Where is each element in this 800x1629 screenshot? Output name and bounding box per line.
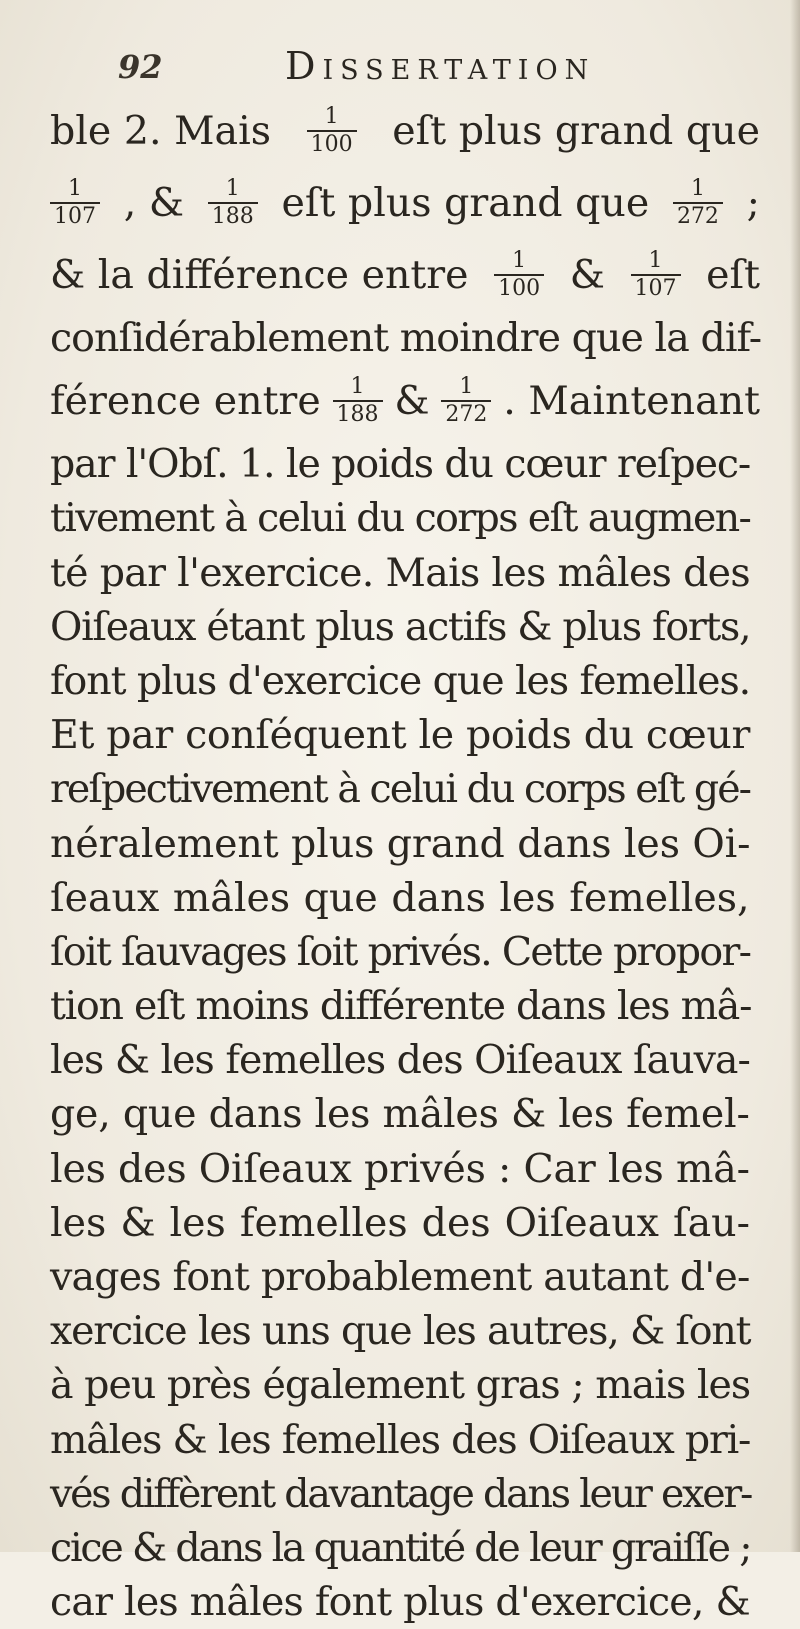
text-line xyxy=(50,239,760,311)
fraction xyxy=(208,178,258,228)
fraction xyxy=(441,376,491,426)
text-line: tivement à celui du corps eſt augmen- xyxy=(50,495,751,542)
fraction xyxy=(50,178,100,228)
text-line: té par l'exercice. Mais les mâles des xyxy=(50,549,750,596)
text-line: reſpectivement à celui du corps eſt gé- xyxy=(50,766,751,813)
fraction-denominator: 100 xyxy=(498,276,541,301)
text-line: tion eſt moins différente dans les mâ- xyxy=(50,983,752,1030)
text-segment: ble 2. Mais xyxy=(50,107,271,154)
fraction xyxy=(333,376,383,426)
text-segment: ; xyxy=(746,179,760,226)
text-segment: & xyxy=(394,378,430,425)
text-segment: , & xyxy=(123,179,185,226)
text-segment: . Maintenant xyxy=(503,378,760,425)
text-line xyxy=(50,311,760,365)
text-line: ſeaux mâles que dans les femelles, xyxy=(50,874,750,921)
text-line: cice & dans la quantité de leur graiſſe ; xyxy=(50,1524,751,1571)
fraction-numerator: 1 xyxy=(225,176,240,201)
text-line: Et par conſéquent le poids du cœur xyxy=(50,712,751,759)
text-line: à peu près également gras ; mais les xyxy=(50,1362,751,1409)
fraction xyxy=(307,106,357,156)
text-line: car les mâles font plus d'exercice, & xyxy=(50,1579,750,1626)
text-line: xercice les uns que les autres, & ſont xyxy=(50,1308,751,1355)
fraction-numerator: 1 xyxy=(68,176,82,201)
running-title: Dissertation xyxy=(285,44,596,88)
fraction-denominator: 107 xyxy=(54,204,96,229)
text-segment: & la différence entre xyxy=(50,251,469,298)
fraction-numerator: 1 xyxy=(648,248,663,273)
text-line xyxy=(50,365,760,437)
text-line: par l'Obſ. 1. le poids du cœur reſpec- xyxy=(50,441,751,488)
page-spine-shadow xyxy=(790,0,800,1552)
fraction xyxy=(631,250,681,300)
fraction-numerator: 1 xyxy=(324,104,339,129)
fraction-denominator: 272 xyxy=(445,402,488,428)
text-line xyxy=(50,95,760,167)
text-segment: eſt plus grand que xyxy=(392,107,760,154)
fraction xyxy=(673,178,723,228)
text-line: ſoit ſauvages ſoit privés. Cette propor- xyxy=(50,928,751,975)
text-segment: eſt xyxy=(706,251,760,298)
text-line: les & les femelles des Oiſeaux ſau- xyxy=(50,1199,750,1246)
text-segment: & xyxy=(569,251,605,298)
text-line: néralement plus grand dans les Oi- xyxy=(50,820,751,867)
page-header xyxy=(70,40,750,100)
text-line: vages font probablement autant d'e- xyxy=(50,1254,750,1300)
page-number: 92 xyxy=(118,48,163,86)
fraction-denominator: 188 xyxy=(336,402,379,428)
text-line: vés diffèrent davantage dans leur exer- xyxy=(50,1470,752,1517)
text-line: les & les femelles des Oiſeaux ſauva- xyxy=(50,1037,750,1084)
text-line: ge, que dans les mâles & les femel- xyxy=(50,1091,750,1138)
fraction-denominator: 100 xyxy=(310,132,353,157)
fraction-denominator: 188 xyxy=(211,204,254,229)
text-line: Oiſeaux étant plus actifs & plus forts, xyxy=(50,603,751,650)
text-line: font plus d'exercice que les femelles. xyxy=(50,657,751,704)
fraction-numerator: 1 xyxy=(690,176,705,201)
text-segment: férence entre xyxy=(50,378,321,425)
text-line: mâles & les femelles des Oiſeaux pri- xyxy=(50,1416,751,1463)
fraction-numerator: 1 xyxy=(350,374,365,400)
fraction-denominator: 272 xyxy=(676,204,719,229)
fraction-numerator: 1 xyxy=(512,248,527,273)
text-segment: conſidérablement moindre que la dif- xyxy=(50,315,762,361)
fraction xyxy=(494,250,544,300)
fraction-numerator: 1 xyxy=(459,374,474,400)
text-line: les des Oiſeaux privés : Car les mâ- xyxy=(50,1145,750,1192)
text-line xyxy=(50,167,760,239)
body-text xyxy=(50,95,762,1626)
fraction-denominator: 107 xyxy=(634,276,677,301)
text-segment: eſt plus grand que xyxy=(281,179,650,226)
